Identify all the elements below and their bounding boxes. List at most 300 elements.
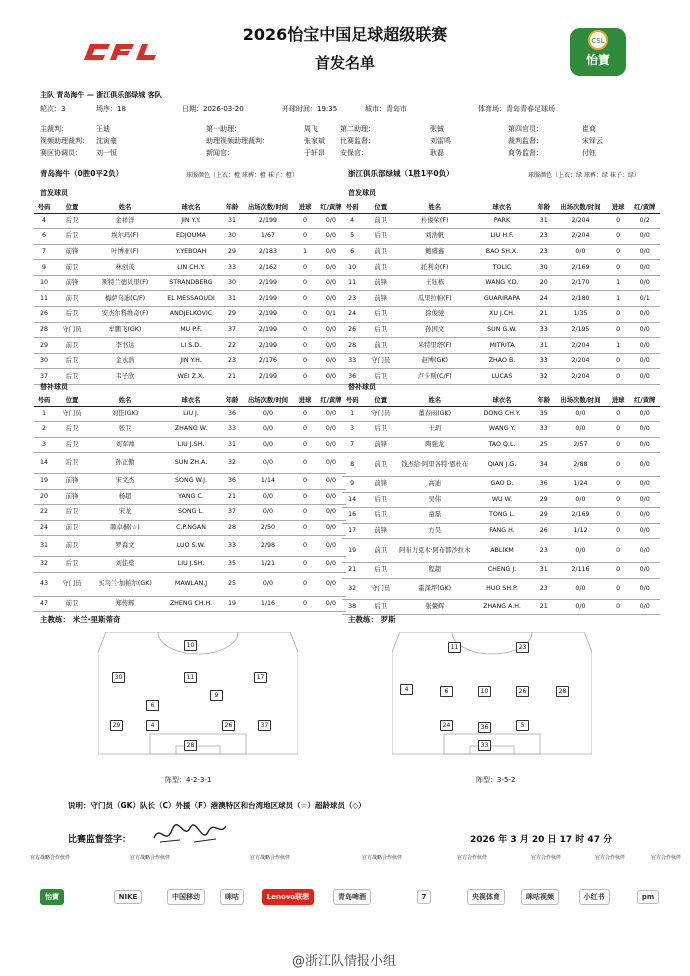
home-formation: 阵型：4-2-3-1 [165,776,212,784]
player-cell: 董春雨(GK) [399,406,470,422]
player-cell: 31 [534,563,554,579]
player-cell: 32 [34,557,54,573]
player-cell: 0/0 [316,260,346,276]
player-cell: 颜卓桐(☆) [90,520,160,536]
player-cell: 3 [342,422,362,438]
player-cell: 0 [607,599,629,615]
player-cell: 2/199 [242,322,294,338]
player-cell: 程超 [399,563,470,579]
player-cell: 后卫 [54,505,90,521]
column-header: 球衣名 [470,201,533,213]
player-row [342,244,660,260]
player-cell: WANG Y. [470,422,533,438]
player-row [342,422,660,438]
player-cell: 0 [607,578,629,599]
player-cell: 后卫 [54,557,90,573]
player-cell: 刘佳燊 [90,557,160,573]
player-row [34,557,346,573]
player-cell: 0/0 [316,453,346,474]
column-header: 红/黄牌 [316,394,346,406]
player-shirt-icon: 4 [400,684,413,695]
column-header: 进球 [607,394,629,406]
player-row [342,437,660,453]
player-cell: 0/0 [242,489,294,505]
player-cell: 0 [607,539,629,563]
player-cell: LIU J. [160,406,222,422]
sponsor-tier-label: 官方战略合作伙伴 [29,855,70,861]
player-cell: 0/0 [629,353,660,369]
player-cell: 0 [294,213,316,229]
player-cell: 张卫 [90,422,160,438]
player-cell: 21 [222,369,242,385]
player-cell: 前锋 [362,437,399,453]
player-cell: 0/0 [242,453,294,474]
player-cell: 31 [222,213,242,229]
player-row [34,213,346,229]
sponsor-name: 咪咕 [220,889,244,905]
player-cell: 0 [607,508,629,524]
player-cell: 47 [34,596,54,612]
player-cell: 26 [342,322,362,338]
player-cell: 2/204 [554,229,607,245]
player-cell: 1/16 [242,596,294,612]
player-row [34,453,346,474]
official-name: 付钰 [582,149,596,157]
player-cell: 前锋 [362,291,399,307]
column-header: 进球 [294,201,316,213]
player-row [342,563,660,579]
column-header: 出场次数/时间 [242,394,294,406]
player-cell: 0 [607,406,629,422]
player-cell: 安杰尔科维奇(F) [90,307,160,323]
player-cell: 守门员 [54,406,90,422]
player-cell: YANG C. [160,489,222,505]
sponsor-logo [260,886,316,908]
player-cell: 0 [607,523,629,539]
player-cell: 后卫 [362,492,399,508]
player-cell: ZHENG CH.H. [160,596,222,612]
player-cell: 2 [34,422,54,438]
player-cell: 19 [342,539,362,563]
player-cell: FANG H. [470,523,533,539]
player-cell: 29 [222,307,242,323]
player-cell: 张鳌辉 [399,599,470,615]
player-cell: 2/170 [554,275,607,291]
home-starters-table [34,201,346,385]
player-cell: 0 [294,572,316,596]
player-cell: 后卫 [54,307,90,323]
column-header: 红/黄牌 [629,201,660,213]
away-team-record: 浙江俱乐部绿城（1胜1平0负） [348,169,454,178]
home-team-record: 青岛海牛（0胜0平2负） [40,169,124,178]
document-title: 首发名单 [314,54,375,72]
official-name: 宋铎云 [582,137,603,145]
player-cell: 后卫 [54,437,90,453]
player-cell: 1 [294,244,316,260]
player-cell: 2/199 [242,369,294,385]
official-role: 赛区协调员： [40,149,82,157]
column-header: 号码 [34,201,54,213]
player-cell: 23 [222,353,242,369]
player-cell: 前锋 [362,275,399,291]
official-name: 崔商 [582,125,596,133]
player-cell: 0/0 [242,422,294,438]
player-cell: 刘浩帆 [399,229,470,245]
player-cell: CHENG J. [470,563,533,579]
round: 轮次：3 [40,105,66,113]
sponsor-tier-label: 官方战略合作伙伴 [249,855,290,861]
player-cell: 0 [294,307,316,323]
player-row [342,260,660,276]
sponsor-name: 怡寶 [40,889,64,905]
league-title: 2026怡宝中国足球超级联赛 [242,25,448,44]
player-cell: 17 [342,523,362,539]
player-cell: 前卫 [362,338,399,354]
player-cell: MAWLAN.J [160,572,222,596]
player-cell: 4 [34,213,54,229]
away-subs-table [342,394,660,615]
teams-line: 主队 青岛海牛 — 浙江俱乐部绿城 客队 [40,91,162,99]
official-name: 周飞 [304,125,318,133]
player-cell: 鲍盛鑫 [399,244,470,260]
player-cell: 前锋 [54,275,90,291]
player-cell: 后卫 [54,453,90,474]
player-cell: 37 [34,369,54,385]
player-cell: 郑传辉 [90,596,160,612]
player-cell: 30 [534,260,554,276]
column-header: 姓名 [90,201,160,213]
player-cell: 33 [222,536,242,557]
home-starters-heading: 首发球员 [40,189,68,197]
player-cell: 23 [534,539,554,563]
player-cell: 0 [294,437,316,453]
player-row [34,260,346,276]
player-row [34,422,346,438]
official-name: 刘雷鸣 [430,137,451,145]
player-cell: 0/0 [316,213,346,229]
player-row [342,523,660,539]
player-cell: 0/0 [629,563,660,579]
sponsor-name: 青岛啤酒 [333,889,371,905]
player-cell: 阿布力克木·阿布都沙拉木 [399,539,470,563]
player-cell: 林创茂 [90,260,160,276]
player-cell: 0/0 [316,596,346,612]
player-cell: EL MESSAOUDI [160,291,222,307]
player-cell: Y.YEBOAH [160,244,222,260]
away-starters-heading: 首发球员 [348,189,376,197]
player-cell: 0 [294,275,316,291]
column-header: 位置 [54,394,90,406]
player-cell: 后卫 [362,369,399,385]
player-cell: 方昊 [399,523,470,539]
away-subs-heading: 替补球员 [348,383,376,391]
player-cell: WU W. [470,492,533,508]
player-cell: 罗森文 [90,536,160,557]
player-cell: 0 [294,369,316,385]
sponsor-logo [324,886,380,908]
official-name: 张铖 [430,125,444,133]
player-cell: 2/204 [554,353,607,369]
player-cell: 19 [222,596,242,612]
player-row [34,406,346,422]
player-cell: ZHAO B. [470,353,533,369]
away-formation: 阵型：3-5-2 [476,776,516,784]
player-cell: SUN G.W. [470,322,533,338]
player-cell: QIAN J.G. [470,453,533,477]
player-cell: 34 [534,453,554,477]
player-cell: 0/1 [316,307,346,323]
player-cell: 前卫 [362,539,399,563]
player-cell: 0/0 [316,520,346,536]
player-cell: 后卫 [54,422,90,438]
player-row [34,244,346,260]
player-cell: 叶博亚(F) [90,244,160,260]
player-shirt-icon: 37 [258,720,271,731]
player-cell: 8 [342,453,362,477]
player-row [34,353,346,369]
player-row [342,406,660,422]
player-cell: SONG W.J. [160,474,222,490]
player-cell: 1 [607,338,629,354]
player-cell: 4 [342,213,362,229]
player-cell: 2/98 [242,536,294,557]
officials-grid [40,124,660,160]
player-cell: ABLIKM [470,539,533,563]
player-cell: 3 [34,437,54,453]
player-cell: 前卫 [54,520,90,536]
player-cell: 28 [342,338,362,354]
player-cell: 0/0 [316,229,346,245]
player-cell: 0 [607,244,629,260]
player-cell: 前卫 [362,213,399,229]
player-cell: 10 [34,275,54,291]
player-cell: 吴伟 [399,492,470,508]
player-cell: C.P.NGAN [160,520,222,536]
player-cell: 韦子欣 [90,369,160,385]
player-cell: TAO Q.L. [470,437,533,453]
player-cell: 瓜里拉帕(F) [399,291,470,307]
player-cell: MU P.F. [160,322,222,338]
player-cell: 20 [34,489,54,505]
player-row [342,353,660,369]
player-cell: 李书达 [90,338,160,354]
player-shirt-icon: 23 [516,642,529,653]
column-header: 姓名 [399,394,470,406]
player-row [342,338,660,354]
player-cell: 0 [294,505,316,521]
player-cell: 0/0 [242,406,294,422]
player-cell: 孙正傲 [90,453,160,474]
player-cell: 2/176 [242,353,294,369]
player-cell: 30 [34,353,54,369]
player-cell: LI S.D. [160,338,222,354]
player-cell: 米特里塔(F) [399,338,470,354]
player-shirt-icon: 24 [440,720,453,731]
player-cell: 0 [607,322,629,338]
player-cell: 38 [342,599,362,615]
player-cell: 金祥洋 [90,213,160,229]
player-cell: BAO SH.X. [470,244,533,260]
player-row [342,213,660,229]
player-cell: 30 [222,275,242,291]
player-cell: 刘佳(GK) [90,406,160,422]
player-cell: 0/0 [629,453,660,477]
player-shirt-icon: 11 [448,642,461,653]
sponsor-name: NIKE [114,890,143,904]
player-cell: 36 [534,477,554,493]
player-row [34,275,346,291]
player-cell: 31 [222,437,242,453]
player-cell: 徐俊驰 [399,307,470,323]
player-cell: LUO S.W. [160,536,222,557]
player-row [34,369,346,385]
player-cell: 守门员 [54,322,90,338]
player-cell: 6 [342,244,362,260]
player-cell: 0/0 [554,406,607,422]
home-subs-heading: 替补球员 [40,383,68,391]
player-cell: 0/0 [554,492,607,508]
player-cell: MITRITA [470,338,533,354]
column-header: 红/黄牌 [629,394,660,406]
column-header: 出场次数/时间 [242,201,294,213]
player-cell: 7 [34,244,54,260]
player-cell: 1 [342,406,362,422]
player-cell: 0/0 [316,244,346,260]
player-cell: TONG L. [470,508,533,524]
player-cell: 0 [294,520,316,536]
player-cell: 11 [34,291,54,307]
player-row [34,572,346,596]
sponsor-logo [396,886,452,908]
official-name: 刘一恒 [96,149,117,157]
player-cell: 36 [222,474,242,490]
player-cell: STRANDBERG [160,275,222,291]
player-cell: 21 [342,563,362,579]
player-cell: 0/0 [316,275,346,291]
player-cell: 梅萨乌迪(C/F) [90,291,160,307]
player-cell: 32 [342,578,362,599]
player-row [342,369,660,385]
player-shirt-icon: 11 [184,672,197,683]
home-kit-colors: 球服颜色（上衣：橙 球裤：橙 袜子：橙） [186,172,298,179]
city: 城市：青岛市 [365,105,407,113]
player-cell: 20 [534,275,554,291]
player-cell: 21 [534,599,554,615]
player-cell: 0 [294,291,316,307]
player-cell: 23 [534,578,554,599]
signature-label: 比赛监督签字： [68,835,132,845]
player-cell: 28 [34,322,54,338]
player-cell: 0/0 [316,353,346,369]
player-cell: 钱杰给·阿里各特·恩杜布 [399,453,470,477]
player-cell: LIU H.F. [470,229,533,245]
player-cell: 王玥 [399,422,470,438]
player-cell: 0/0 [242,505,294,521]
player-cell: 29 [222,244,242,260]
official-role: 第一助理： [206,125,241,133]
player-cell: 29 [534,492,554,508]
player-cell: 刘军帅 [90,437,160,453]
sponsor-strip [0,884,690,914]
player-cell: 35 [222,557,242,573]
player-row [342,291,660,307]
player-cell: 后卫 [362,322,399,338]
player-cell: 托利奇(F) [399,260,470,276]
sponsor-tier-label: 官方战略合作伙伴 [129,855,170,861]
player-cell: 0/0 [242,437,294,453]
sponsor-name: 央视体育 [467,889,505,905]
player-cell: 孙国文 [399,322,470,338]
player-row [34,322,346,338]
player-cell: 0 [294,557,316,573]
player-cell: 金永浩 [90,353,160,369]
player-cell: PARK [470,213,533,229]
player-cell: 5 [342,229,362,245]
sponsor-logo [24,886,80,908]
column-header: 年龄 [534,394,554,406]
player-cell: 后卫 [362,307,399,323]
player-cell: 1/24 [554,477,607,493]
player-cell: 后卫 [54,369,90,385]
player-cell: 2/162 [242,260,294,276]
player-cell: 0/0 [554,578,607,599]
player-cell: 1 [607,275,629,291]
player-cell: 23 [534,244,554,260]
player-cell: 0/0 [554,244,607,260]
player-cell: 0 [294,229,316,245]
player-cell: 9 [342,477,362,493]
player-cell: DONG CH.Y. [470,406,533,422]
player-cell: 0 [607,453,629,477]
player-cell: 0/0 [316,338,346,354]
signature-time: 2026 年 3 月 20 日 17 时 47 分 [470,835,613,845]
player-cell: 0/0 [629,275,660,291]
column-header: 号码 [34,394,54,406]
player-row [34,536,346,557]
player-cell: 0/0 [629,523,660,539]
player-cell: 买乌兰·加帕尔(GK) [90,572,160,596]
official-role: 助理视频助理裁判： [206,137,269,145]
player-cell: 6 [34,229,54,245]
player-row [342,599,660,615]
player-row [342,477,660,493]
player-row [34,489,346,505]
player-cell: 0/0 [316,505,346,521]
player-cell: 0 [607,307,629,323]
player-row [34,474,346,490]
player-cell: 0/0 [316,489,346,505]
player-cell: 43 [34,572,54,596]
player-cell: 0/0 [316,536,346,557]
player-shirt-icon: 5 [516,720,529,731]
player-cell: 2/204 [554,213,607,229]
player-cell: 守门员 [54,572,90,596]
player-cell: 前卫 [54,260,90,276]
player-cell: 霍深坪(GK) [399,578,470,599]
table-header-row [342,201,660,213]
player-cell: 21 [534,307,554,323]
player-row [342,322,660,338]
player-cell: 0/0 [629,492,660,508]
player-cell: 2/183 [242,244,294,260]
player-row [34,229,346,245]
player-cell: 赵博(GK) [399,353,470,369]
player-cell: 前锋 [54,474,90,490]
player-cell: 0 [607,369,629,385]
player-row [342,453,660,477]
player-cell: 24 [534,291,554,307]
sponsor-logo [458,886,514,908]
